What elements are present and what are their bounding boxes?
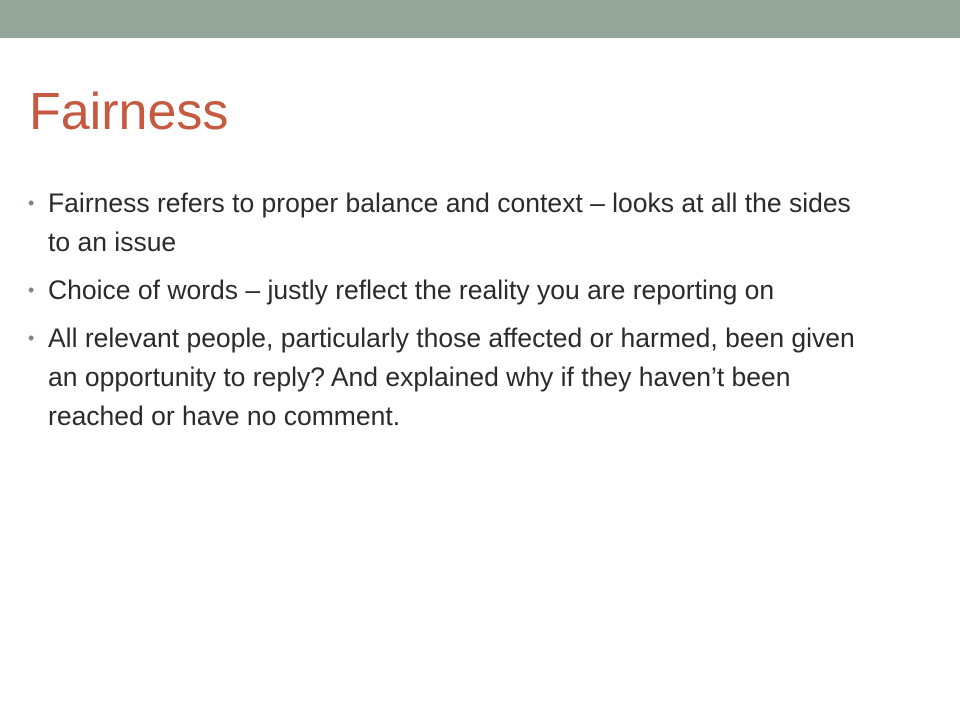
- bullet-list: [28, 184, 868, 445]
- bullet-dot-icon: •: [28, 280, 35, 300]
- bullet-dot-icon: •: [28, 328, 35, 348]
- bullet-item: [28, 271, 868, 310]
- slide-title: Fairness: [29, 83, 229, 141]
- bullet-dot-icon: •: [28, 193, 35, 213]
- bullet-item: [28, 319, 868, 436]
- top-accent-bar: [0, 0, 960, 38]
- bullet-text: Fairness refers to proper balance and context – looks at all the sides to an issue: [48, 188, 851, 257]
- bullet-text: Choice of words – justly reflect the reality you are reporting on: [48, 275, 775, 305]
- bullet-item: [28, 184, 868, 262]
- bullet-text: All relevant people, particularly those affected or harmed, been given an opportunity to reply? And explained why if they haven’t been reached or have no comment.: [48, 323, 855, 431]
